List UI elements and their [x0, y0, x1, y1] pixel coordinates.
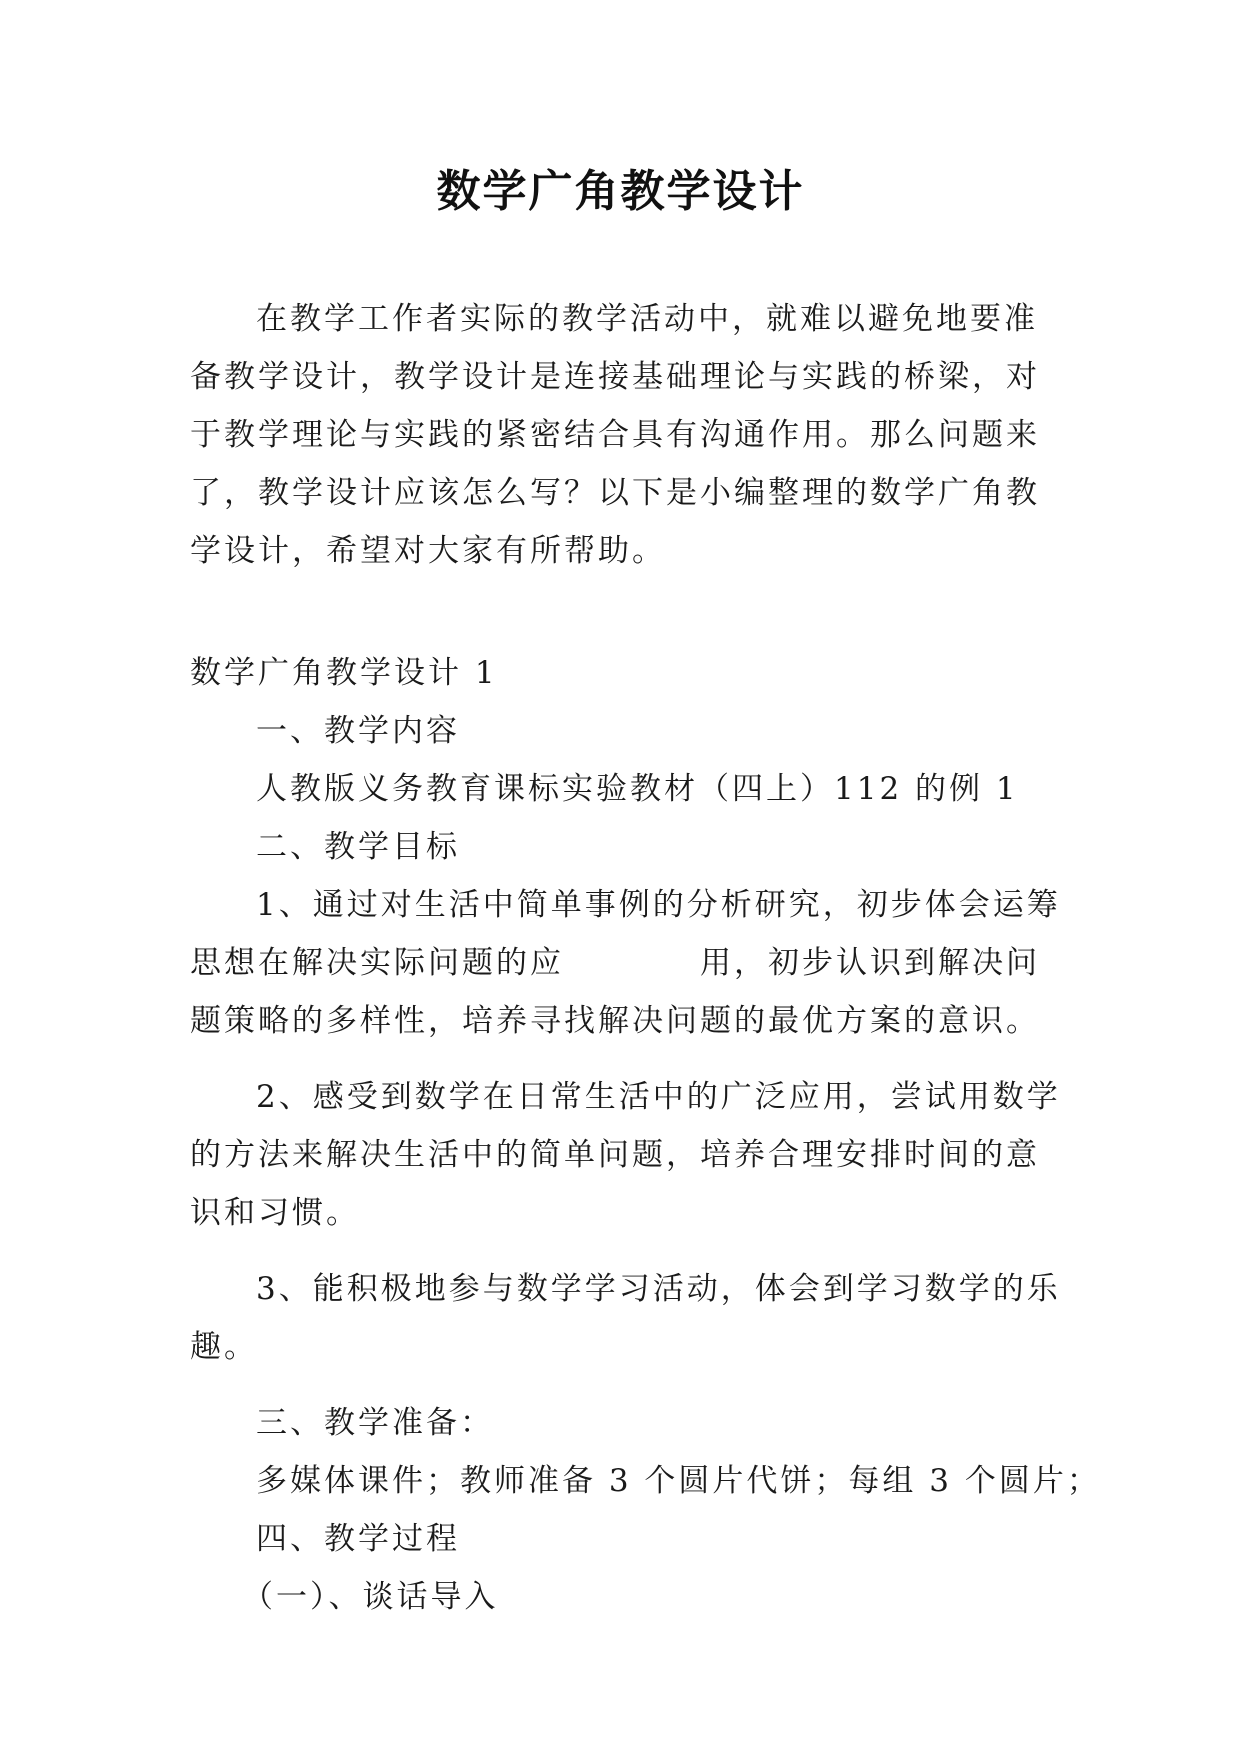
- objectives-heading: 二、教学目标: [256, 829, 460, 865]
- preparation-heading: 三、教学准备：: [256, 1405, 494, 1441]
- document-title: 数学广角教学设计: [436, 166, 805, 217]
- intro-paragraph: 在教学工作者实际的教学活动中，就难以避免地要准备教学设计，教学设计是连接基础理论与实践的桥梁，对于教学理论与实践的紧密结合具有沟通作用。那么问题来了，教学设计应该怎么写？以下是小编整理的数学广角教学设计，希望对大家有所帮助。: [190, 301, 1040, 569]
- process-sub-heading: （一）、谈话导入: [242, 1579, 499, 1615]
- preparation-text: 多媒体课件；教师准备 3 个圆片代饼；每组 3 个圆片；: [256, 1463, 1101, 1499]
- objective-1: 1、通过对生活中简单事例的分析研究，初步体会运筹思想在解决实际问题的应 用，初步认识到解决问题策略的多样性，培养寻找解决问题的最优方案的意识。: [190, 887, 1061, 1039]
- objective-2: 2、感受到数学在日常生活中的广泛应用，尝试用数学的方法来解决生活中的简单问题，培养合理安排时间的意识和习惯。: [190, 1079, 1061, 1231]
- section-heading: 数学广角教学设计 1: [190, 655, 498, 691]
- content-heading: 一、教学内容: [256, 713, 460, 749]
- objective-3: 3、能积极地参与数学学习活动，体会到学习数学的乐趣。: [190, 1271, 1061, 1365]
- process-heading: 四、教学过程: [256, 1521, 460, 1557]
- content-text: 人教版义务教育课标实验教材（四上）112 的例 1: [256, 771, 1019, 807]
- document-body: [190, 644, 1101, 1626]
